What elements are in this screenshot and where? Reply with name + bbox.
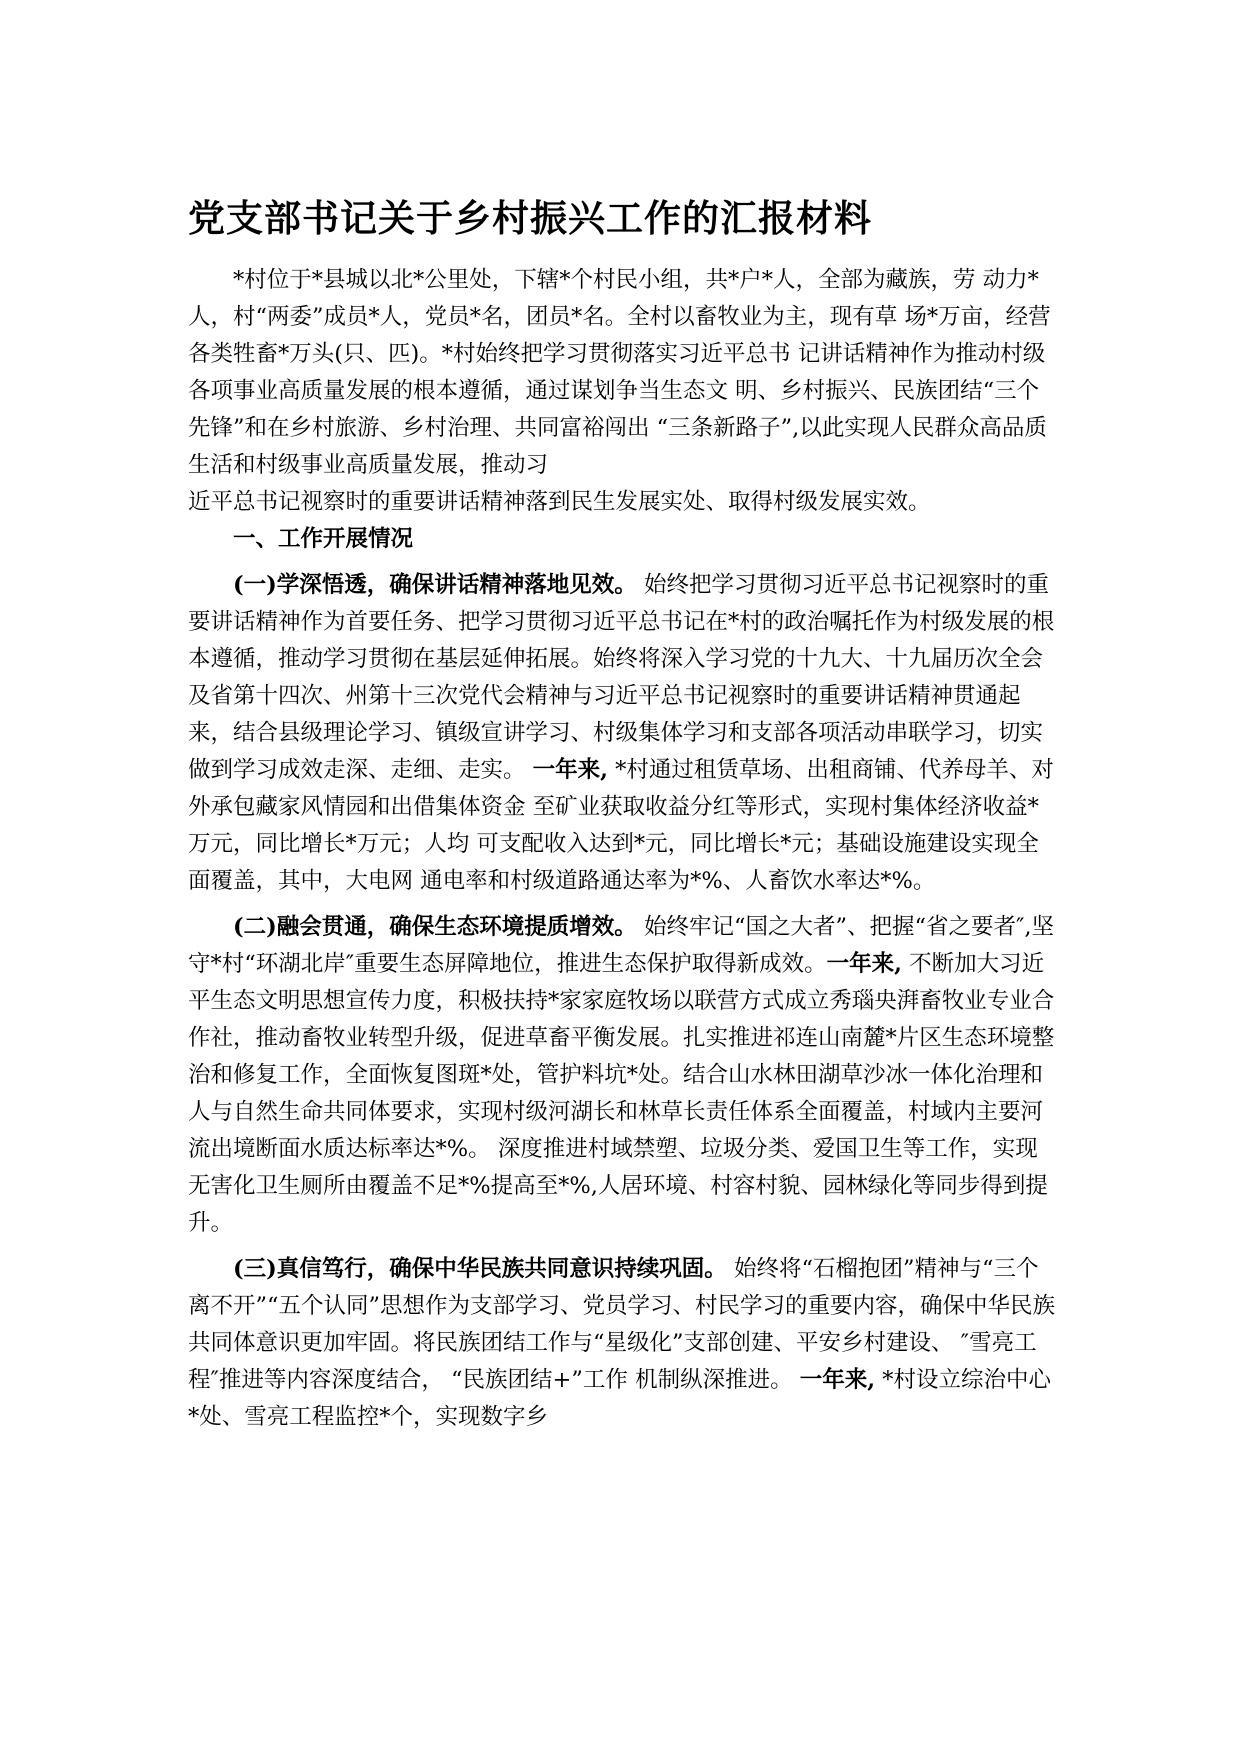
subsection-2-body-continued: 不断加大习近平生态文明思想宣传力度，积极扶持*家家庭牧场以联营方式成立秀瑙央湃畜牧业专业合作社，推动畜牧业转型升级，促进草畜平衡发展。扎实推进祁连山南麓*片区生态环境整治和修复工作，全面恢复图斑*处，管护料坑*处。结合山水林田湖草沙冰一体化治理和人与自然生命共同体要求，实现村级河湖长和林草长责任体系全面覆盖，村域内主要河流出境断面水质达标率达*%。 深度推进村域禁塑、垃圾分类、爱国卫生等工作，实现无害化卫生厕所由覆盖不足*%提高至*%,人居环境、村容村貌、园林绿化等同步得到提升。 — [188, 951, 1055, 1236]
document-title: 党支部书记关于乡村振兴工作的汇报材料 — [188, 197, 872, 240]
subsection-1-paragraph — [188, 567, 1058, 900]
subsection-2-body: 始终牢记“国之大者”、把握“省之要者″,坚守*村“环湖北岸″重要生态屏障地位，推进生态保护取得新成效。 — [188, 914, 1055, 977]
section-heading: 一、工作开展情况 — [233, 526, 414, 552]
intro-paragraph-continued: 近平总书记视察时的重要讲话精神落到民生发展实处、取得村级发展实效。 — [188, 489, 931, 515]
subsection-3-body: 始终将“石榴抱团”精神与“三个离不开”“五个认同”思想作为支部学习、党员学习、村民学习的重要内容，确保中华民族共同体意识更加牢固。将民族团结工作与“星级化”支部创建、平安乡村建设、 ″雪亮工程″推进等内容深度结合， “民族团结+”工作 机制纵深推进。 — [188, 1256, 1056, 1393]
subsection-3-paragraph — [188, 1251, 1058, 1436]
document-body — [188, 262, 1058, 1436]
subsection-2-title: (二)融会贯通，确保生态环境提质增效。 — [233, 914, 637, 940]
subsection-3-lead: 一年来, — [799, 1367, 876, 1393]
subsection-2-lead: 一年来, — [826, 951, 903, 977]
subsection-1-body-continued: *村通过租赁草场、出租商铺、代养母羊、对外承包藏家风情园和出借集体资金 至矿业获取收益分红等形式，实现村集体经济收益*万元，同比增长*万元；人均 可支配收入达到*元，同比增长*元；基础设施建设实现全面覆盖，其中，大电网 通电率和村级道路通达率为*%、人畜饮水率达*%。 — [188, 757, 1054, 894]
subsection-2-paragraph — [188, 909, 1058, 1242]
subsection-3-body-continued: *村设立综治中心*处、雪亮工程监控*个，实现数字乡 — [188, 1367, 1051, 1430]
subsection-1-title: (一)学深悟透，确保讲话精神落地见效。 — [233, 572, 637, 598]
subsection-1-body: 始终把学习贯彻习近平总书记视察时的重要讲话精神作为首要任务、把学习贯彻习近平总书记在*村的政治嘱托作为村级发展的根本遵循，推动学习贯彻在基层延伸拓展。始终将深入学习党的十九大、十九届历次全会及省第十四次、州第十三次党代会精神与习近平总书记视察时的重要讲话精神贯通起来，结合县级理论学习、镇级宣讲学习、村级集体学习和支部各项活动串联学习，切实做到学习成效走深、走细、走实。 — [188, 572, 1055, 783]
intro-paragraph: *村位于*县城以北*公里处，下辖*个村民小组，共*户*人，全部为藏族，劳 动力*人，村“两委”成员*人，党员*名，团员*名。全村以畜牧业为主，现有草 场*万亩，经营各类牲畜*万头(只、匹)。*村始终把学习贯彻落实习近平总书 记讲话精神作为推动村级各项事业高质量发展的根本遵循，通过谋划争当生态文 明、乡村振兴、民族团结“三个先锋”和在乡村旅游、乡村治理、共同富裕闯出 “三条新路子”,以此实现人民群众高品质生活和村级事业高质量发展，推动习 — [188, 267, 1051, 478]
subsection-3-title: (三)真信笃行，确保中华民族共同意识持续巩固。 — [233, 1256, 727, 1282]
subsection-1-lead: 一年来, — [532, 757, 609, 783]
